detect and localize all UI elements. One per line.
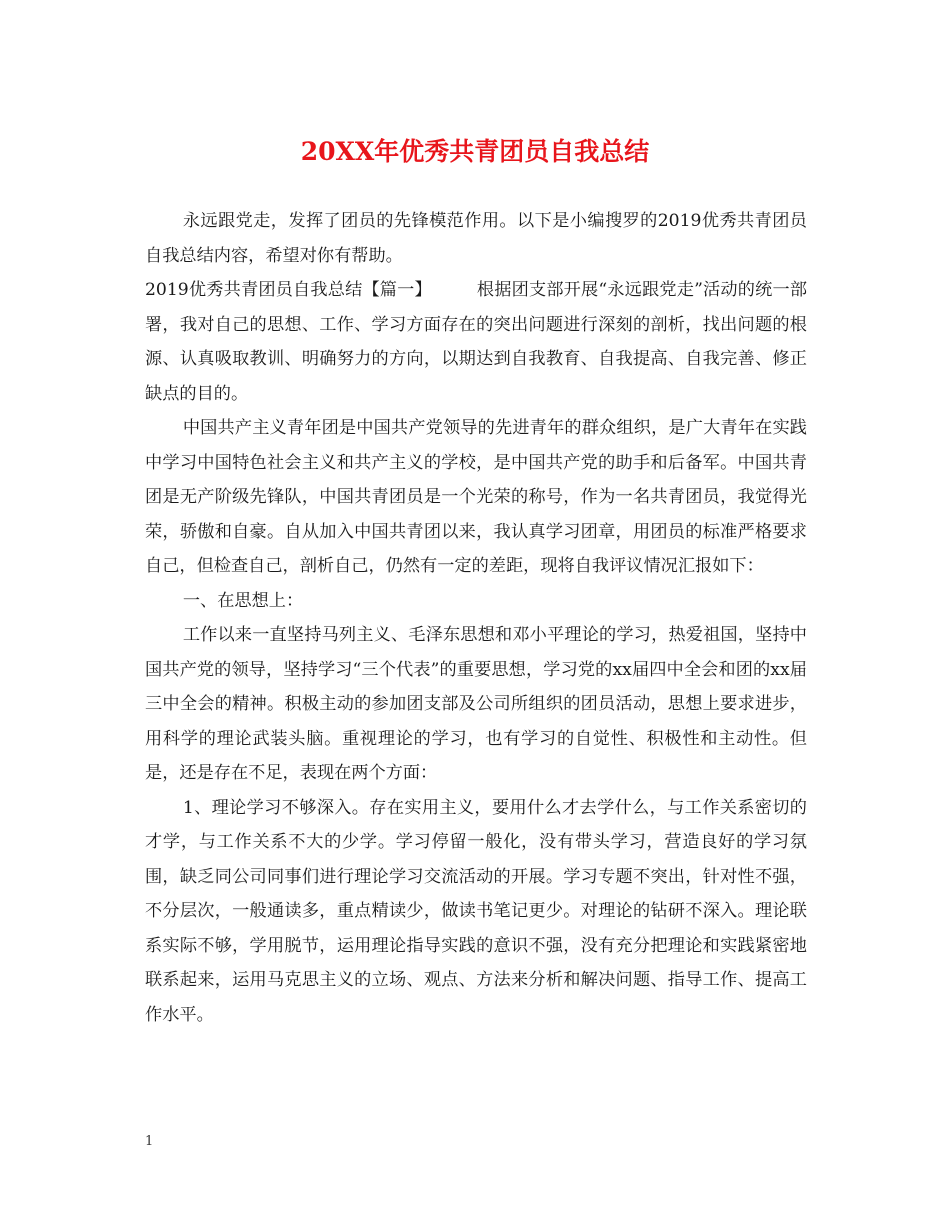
document-body [145,204,807,1032]
section-heading-paragraph [145,273,807,411]
body-paragraph: 1、理论学习不够深入。存在实用主义，要用什么才去学什么，与工作关系密切的才学，与工作关系不大的少学。学习停留一般化，没有带头学习，营造良好的学习氛围，缺乏同公司同事们进行理论学习交流活动的开展。学习专题不突出，针对性不强，不分层次，一般通读多，重点精读少，做读书笔记更少。对理论的钻研不深入。理论联系实际不够，学用脱节，运用理论指导实践的意识不强，没有充分把理论和实践紧密地联系起来，运用马克思主义的立场、观点、方法来分析和解决问题、指导工作、提高工作水平。 [145,797,807,1025]
subheading-thought: 一、在思想上： [182,590,304,611]
section-heading: 2019优秀共青团员自我总结【篇一】 [145,280,432,300]
body-paragraph: 工作以来一直坚持马列主义、毛泽东思想和邓小平理论的学习，热爱祖国，坚持中国共产党的领导，坚持学习“三个代表”的重要思想，学习党的xx届四中全会和团的xx届三中全会的精神。积极主动的参加团支部及公司所组织的团员活动，思想上要求进步，用科学的理论武装头脑。重视理论的学习，也有学习的自觉性、积极性和主动性。但是，还是存在不足，表现在两个方面： [145,625,807,783]
document-title: 20XX年优秀共青团员自我总结 [300,137,650,166]
intro-paragraph: 永远跟党走，发挥了团员的先锋模范作用。以下是小编搜罗的2019优秀共青团员自我总结内容，希望对你有帮助。 [145,211,807,266]
section-first-paragraph: 根据团支部开展“永远跟党走”活动的统一部署，我对自己的思想、工作、学习方面存在的突出问题进行深刻的剖析，找出问题的根源、认真吸取教训、明确努力的方向，以期达到自我教育、自我提高、自我完善、修正缺点的目的。 [145,280,808,404]
page-number: 1 [145,1134,154,1149]
body-paragraph: 中国共产主义青年团是中国共产党领导的先进青年的群众组织，是广大青年在实践中学习中国特色社会主义和共产主义的学校，是中国共产党的助手和后备军。中国共青团是无产阶级先锋队，中国共青团员是一个光荣的称号，作为一名共青团员，我觉得光荣，骄傲和自豪。自从加入中国共青团以来，我认真学习团章，用团员的标准严格要求自己，但检查自己，剖析自己，仍然有一定的差距，现将自我评议情况汇报如下： [145,418,807,576]
